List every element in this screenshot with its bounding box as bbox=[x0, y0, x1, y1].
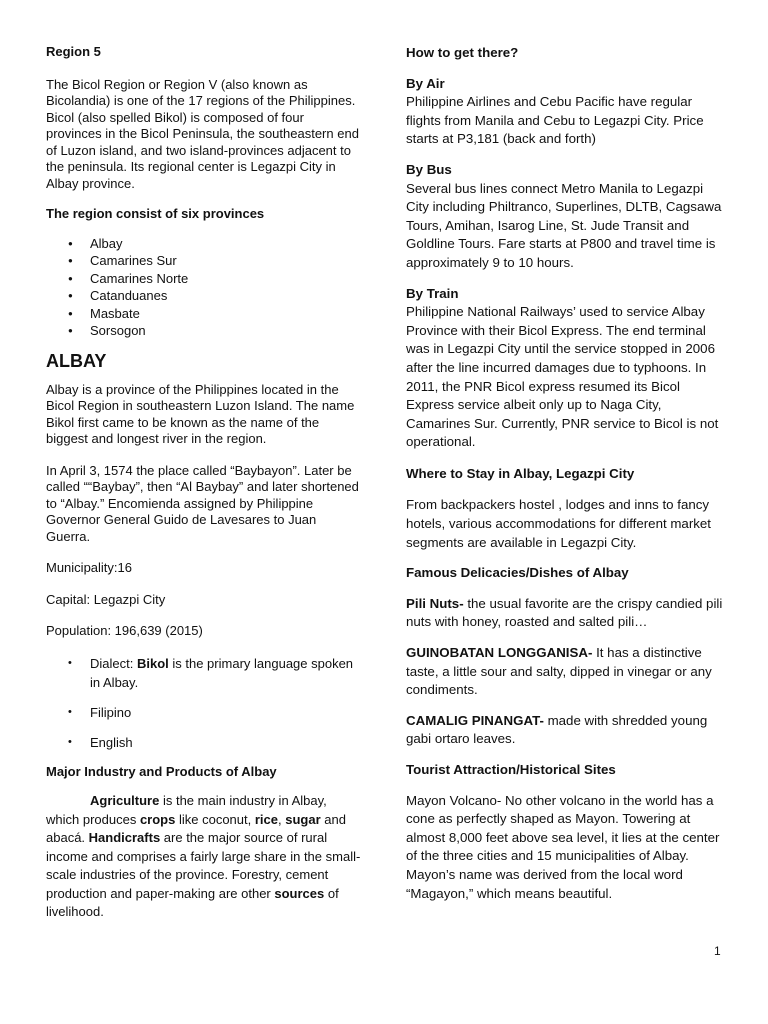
guinobatan-label: GUINOBATAN LONGGANISA- bbox=[406, 645, 593, 661]
capital-info: Capital: Legazpi City bbox=[46, 591, 166, 607]
where-to-stay-heading: Where to Stay in Albay, Legazpi City bbox=[406, 465, 635, 481]
list-item: ● Albay bbox=[46, 235, 362, 253]
industry-text: and abacá. bbox=[46, 811, 346, 845]
industry-bold-crops: crops bbox=[139, 811, 176, 827]
industry-text: , bbox=[278, 811, 286, 827]
industry-bold-sugar: sugar bbox=[285, 811, 321, 827]
list-item: ● Masbate bbox=[46, 305, 362, 323]
list-item: ● Camarines Norte bbox=[46, 270, 362, 288]
tourist-heading: Tourist Attraction/Historical Sites bbox=[406, 762, 616, 777]
by-air-text: Philippine Airlines and Cebu Pacific have regular flights from Manila and Cebu to Legazpi City. Price starts at P3,181 (back and forth) bbox=[406, 94, 704, 147]
list-item bbox=[46, 654, 362, 692]
list-item: • Filipino bbox=[46, 703, 362, 722]
list-item: • English bbox=[46, 733, 362, 752]
by-train-heading: By Train bbox=[406, 285, 459, 301]
guinobatan-text: It has a distinctive taste, a little sour and salty, dipped in vinegar or any condiments. bbox=[406, 645, 712, 698]
pili-nuts-text: the usual favorite are the crispy candied pili nuts with honey, roasted and salted pili… bbox=[406, 595, 723, 630]
list-item: ● Sorsogon bbox=[46, 322, 362, 340]
region-intro: The Bicol Region or Region V (also known as Bicolandia) is one of the 17 regions of the Philippines. Bicol (also spelled Bikol) is composed of four provinces in the Bicol Peninsula, the southeastern end of Luzon island, and two island-provinces adjacent to the peninsula. Its regional center is Legazpi City in Albay province. bbox=[46, 76, 359, 191]
where-to-stay-text: From backpackers hostel , lodges and inns to fancy hotels, various accommodations for different market segments are available in Legazpi City. bbox=[406, 497, 711, 550]
industry-text: like coconut, bbox=[175, 811, 255, 827]
industry-heading: Major Industry and Products of Albay bbox=[46, 763, 277, 779]
languages-list bbox=[46, 654, 362, 752]
industry-paragraph bbox=[46, 792, 362, 922]
camalig-text: made with shredded young gabi ortaro leaves. bbox=[406, 712, 708, 747]
page-number: 1 bbox=[714, 944, 721, 958]
industry-bold-sources: sources bbox=[274, 885, 325, 901]
industry-bold-agriculture: Agriculture bbox=[90, 793, 160, 808]
albay-heading: ALBAY bbox=[46, 350, 107, 371]
delicacies-heading: Famous Delicacies/Dishes of Albay bbox=[406, 565, 629, 581]
list-item: ● Camarines Sur bbox=[46, 252, 362, 270]
left-column bbox=[46, 44, 362, 922]
pili-nuts-item bbox=[406, 595, 726, 632]
albay-history: In April 3, 1574 the place called “Baybayon”. Later be called ““Baybay”, then “Al Baybay” and later shortened to “Albay.” Encomienda assigned by Philippine Governor General Guido de Lavesares to Juan Guerra. bbox=[46, 462, 359, 544]
guinobatan-item bbox=[406, 644, 726, 700]
by-bus-heading: By Bus bbox=[406, 161, 452, 177]
provinces-heading: The region consist of six provinces bbox=[46, 206, 265, 221]
region-title: Region 5 bbox=[46, 44, 101, 59]
dialect-prefix: Dialect: bbox=[90, 655, 137, 671]
list-item: ● Catanduanes bbox=[46, 287, 362, 305]
industry-bold-handicrafts: Handicrafts bbox=[88, 830, 161, 845]
industry-text: are the major source of rural income and comprises a fairly large share in the small-scale industries of the province. Forestry, cement production and paper-making are other bbox=[46, 830, 361, 901]
pili-nuts-label: Pili Nuts- bbox=[406, 595, 464, 611]
provinces-list bbox=[46, 235, 362, 340]
by-train-text: Philippine National Railways’ used to service Albay Province with their Bicol Express. The end terminal was in Legazpi City until the service stopped in 2006 after the line incurred damages due to typhoons. In 2011, the PNR Bicol express resumed its Bicol Express service albeit only up to Naga City, Camarines Sur. Currently, PNR service to Bicol is not operational. bbox=[406, 304, 719, 450]
by-bus-text: Several bus lines connect Metro Manila to Legazpi City including Philtranco, Superlines, DLTB, Cagsawa Tours, Amihan, Isarog Line, St. Jude Transit and Goldline Tours. Fare starts at P800 and travel time is approximately 9 to 10 hours. bbox=[406, 180, 722, 270]
camalig-label: CAMALIG PINANGAT- bbox=[406, 712, 544, 728]
dialect-suffix: is the primary language spoken in Albay. bbox=[90, 655, 354, 690]
by-air-heading: By Air bbox=[406, 75, 445, 91]
albay-description: Albay is a province of the Philippines located in the Bicol Region in southeastern Luzon Island. The name Bikol first came to be known as the name of the biggest and longest river in the region. bbox=[46, 381, 355, 446]
how-to-get-there-heading: How to get there? bbox=[406, 45, 519, 60]
population-info: Population: 196,639 (2015) bbox=[46, 623, 203, 638]
mayon-text: Mayon Volcano- No other volcano in the world has a cone as perfectly shaped as Mayon. Towering at almost 8,000 feet above sea level, it lies at the center of the three cities and 15 municipalities of Albay. Mayon’s name was derived from the local word “Magayon,” which means beautiful. bbox=[406, 792, 720, 901]
industry-bold-rice: rice bbox=[254, 811, 278, 827]
right-column bbox=[406, 44, 726, 903]
municipality-info: Municipality:16 bbox=[46, 560, 132, 575]
camalig-item bbox=[406, 712, 726, 749]
dialect-bold: Bikol bbox=[136, 655, 169, 671]
industry-text: of livelihood. bbox=[46, 885, 339, 919]
industry-text: is the main industry in Albay, which produces bbox=[46, 793, 327, 827]
